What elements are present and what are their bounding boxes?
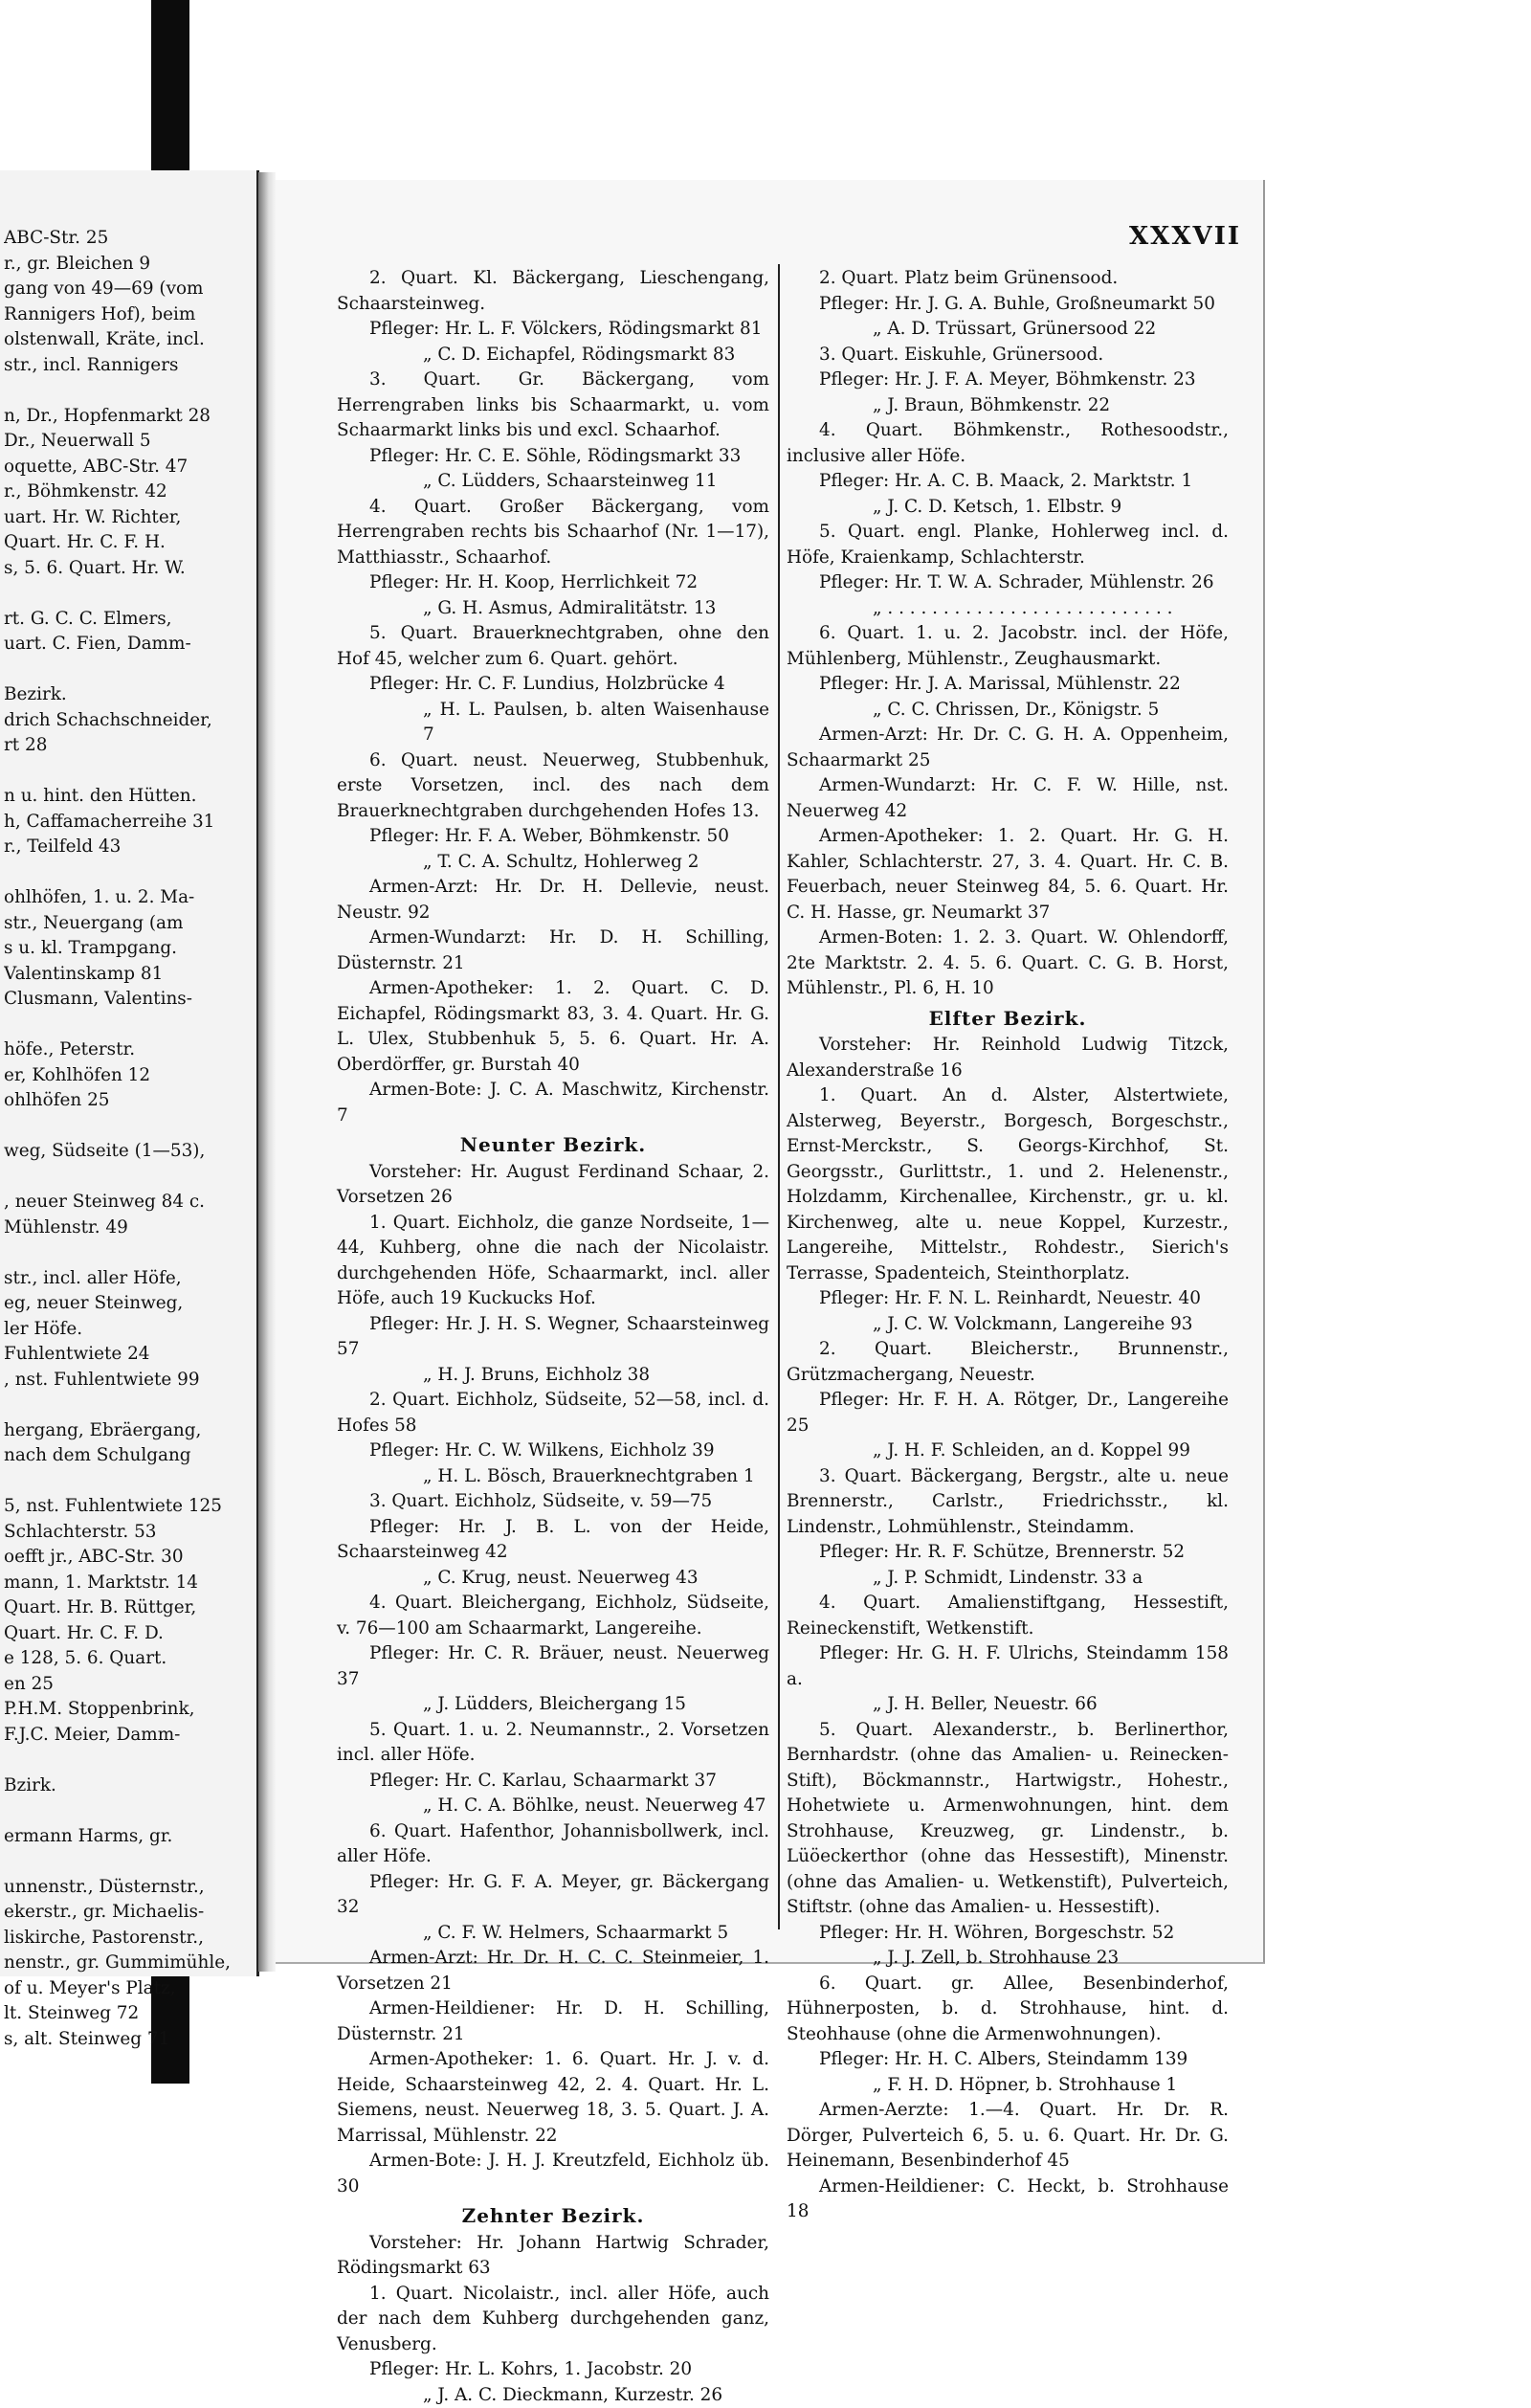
directory-entry: 5. Quart. 1. u. 2. Neumannstr., 2. Vorsetzen incl. aller Höfe. (337, 1718, 769, 1769)
directory-entry-continued: „ H. J. Bruns, Eichholz 38 (337, 1363, 769, 1389)
directory-entry-continued: „ C. Krug, neust. Neuerweg 43 (337, 1566, 769, 1592)
directory-entry: 1. Quart. An d. Alster, Alstertwiete, Alsterweg, Beyerstr., Borgesch, Borgeschstr., Ernst-Merckstr., S. Georgs-Kirchhof, St. Georgsstr., Gurlittstr., 1. und 2. Helenenstr., Holzdamm, Kirchenallee, Kirchenstr., gr. u. kl. Kirchenweg, alte u. neue Koppel, Kurzestr., Langereihe, Mittelstr., Rohdestr., Sierich's Terrasse, Spadenteich, Steinthorplatz. (787, 1083, 1229, 1286)
left-page-line: h, Caffamacherreihe 31 (4, 810, 255, 836)
directory-entry-continued: „ J. C. W. Volckmann, Langereihe 93 (787, 1312, 1229, 1338)
directory-entry: Pfleger: Hr. H. Wöhren, Borgeschstr. 52 (787, 1921, 1229, 1947)
directory-entry: 2. Quart. Platz beim Grünensood. (787, 266, 1229, 292)
directory-entry-continued: „ G. H. Asmus, Admiralitätstr. 13 (337, 596, 769, 622)
left-page-line: str., incl. Rannigers (4, 353, 255, 379)
left-page-line: Bzirk. (4, 1773, 255, 1799)
directory-entry: Armen-Wundarzt: Hr. D. H. Schilling, Düsternstr. 21 (337, 925, 769, 976)
left-page-line: , nst. Fuhlentwiete 99 (4, 1368, 255, 1394)
left-page-line: Valentinskamp 81 (4, 962, 255, 988)
directory-entry: Armen-Heildiener: Hr. D. H. Schilling, Düsternstr. 21 (337, 1996, 769, 2047)
directory-entry: Pfleger: Hr. C. R. Bräuer, neust. Neuerweg 37 (337, 1641, 769, 1692)
directory-entry: 2. Quart. Bleicherstr., Brunnenstr., Grützmachergang, Neuestr. (787, 1337, 1229, 1388)
left-page-line: olstenwall, Kräte, incl. (4, 327, 255, 353)
directory-entry: 2. Quart. Kl. Bäckergang, Lieschengang, Schaarsteinweg. (337, 266, 769, 317)
directory-entry: Armen-Aerzte: 1.—4. Quart. Hr. Dr. R. Dörger, Pulverteich 6, 5. u. 6. Quart. Hr. Dr. G. Heinemann, Besenbinderhof 45 (787, 2098, 1229, 2174)
left-page-line (4, 581, 255, 607)
left-page-line: s u. kl. Trampgang. (4, 936, 255, 962)
directory-entry: 4. Quart. Bleichergang, Eichholz, Südseite, v. 76—100 am Schaarmarkt, Langereihe. (337, 1591, 769, 1641)
left-page-line: Quart. Hr. B. Rüttger, (4, 1595, 255, 1621)
directory-entry: 2. Quart. Eichholz, Südseite, 52—58, incl. d. Hofes 58 (337, 1388, 769, 1438)
directory-entry: Pfleger: Hr. J. A. Marissal, Mühlenstr. 22 (787, 672, 1229, 698)
left-page-line: Mühlenstr. 49 (4, 1215, 255, 1241)
directory-entry-continued: „ C. Lüdders, Schaarsteinweg 11 (337, 469, 769, 495)
left-page-line: nenstr., gr. Gummimühle, (4, 1951, 255, 1976)
left-page-line (4, 860, 255, 886)
left-page-line: gang von 49—69 (vom (4, 277, 255, 302)
left-page-line: liskirche, Pastorenstr., (4, 1926, 255, 1951)
directory-entry: 3. Quart. Gr. Bäckergang, vom Herrengraben links bis Schaarmarkt, u. vom Schaarmarkt links bis und excl. Schaarhof. (337, 368, 769, 444)
left-page-line: n u. hint. den Hütten. (4, 784, 255, 810)
left-page-line (4, 658, 255, 683)
directory-entry: Armen-Bote: J. C. A. Maschwitz, Kirchenstr. 7 (337, 1078, 769, 1128)
column-a (337, 266, 769, 2408)
left-page-line (4, 759, 255, 785)
left-page-line: lt. Steinweg 72 (4, 2001, 255, 2027)
left-page-line: ABC-Str. 25 (4, 226, 255, 252)
directory-entry: Armen-Arzt: Hr. Dr. H. Dellevie, neust. Neustr. 92 (337, 875, 769, 925)
directory-entry: Pfleger: Hr. F. N. L. Reinhardt, Neuestr. 40 (787, 1286, 1229, 1312)
directory-entry: Pfleger: Hr. J. G. A. Buhle, Großneumarkt 50 (787, 292, 1229, 318)
directory-entry: Armen-Wundarzt: Hr. C. F. W. Hille, nst. Neuerweg 42 (787, 773, 1229, 824)
district-heading: Neunter Bezirk. (337, 1132, 769, 1158)
district-heading: Elfter Bezirk. (787, 1006, 1229, 1032)
left-page-text (4, 226, 255, 2052)
directory-entry: 5. Quart. Alexanderstr., b. Berlinerthor, Bernhardstr. (ohne das Amalien- u. Reinecken-Stift), Böckmannstr., Hartwigstr., Hohestr., Hohetwiete u. Armenwohnungen, hint. dem Strohhause, Kreuzweg, gr. Lindenstr., b. Lüöeckerthor (ohne das Hessestift), Minenstr. (ohne das Amalien- u. Wetkenstift), Pulverteich, Stiftstr. (ohne das Amalien- u. Hessestift). (787, 1718, 1229, 1921)
directory-entry: 6. Quart. neust. Neuerweg, Stubbenhuk, erste Vorsetzen, incl. des nach dem Brauerknechtgraben durchgehenden Hofes 13. (337, 748, 769, 825)
left-page-line: mann, 1. Marktstr. 14 (4, 1571, 255, 1596)
left-page-line: höfe., Peterstr. (4, 1037, 255, 1063)
left-page-line: rt. G. C. C. Elmers, (4, 607, 255, 633)
left-page-line (4, 1165, 255, 1191)
directory-entry-continued: „ C. F. W. Helmers, Schaarmarkt 5 (337, 1921, 769, 1947)
left-page-line (4, 1849, 255, 1875)
directory-entry-continued: „ J. C. D. Ketsch, 1. Elbstr. 9 (787, 495, 1229, 521)
directory-entry: Pfleger: Hr. H. C. Albers, Steindamm 139 (787, 2047, 1229, 2073)
left-page-line: unnenstr., Düsternstr., (4, 1875, 255, 1901)
left-page-line: Quart. Hr. C. F. D. (4, 1621, 255, 1647)
directory-entry: 3. Quart. Bäckergang, Bergstr., alte u. neue Brennerstr., Carlstr., Friedrichsstr., kl. Lindenstr., Lohmühlenstr., Steindamm. (787, 1464, 1229, 1541)
directory-entry: Armen-Bote: J. H. J. Kreutzfeld, Eichholz üb. 30 (337, 2149, 769, 2199)
directory-entry: Pfleger: Hr. G. H. F. Ulrichs, Steindamm 158 a. (787, 1641, 1229, 1692)
directory-entry-continued: „ J. Braun, Böhmkenstr. 22 (787, 393, 1229, 419)
page-number: XXXVII (1129, 222, 1241, 251)
directory-entry-continued: „ J. Lüdders, Bleichergang 15 (337, 1692, 769, 1718)
directory-entry-continued: „ J. A. C. Dieckmann, Kurzestr. 26 (337, 2383, 769, 2408)
left-page-line: s, 5. 6. Quart. Hr. W. (4, 556, 255, 582)
left-page-line: eg, neuer Steinweg, (4, 1291, 255, 1317)
directory-entry-continued: „ H. L. Paulsen, b. alten Waisenhause 7 (337, 698, 769, 748)
left-page-line: oefft jr., ABC-Str. 30 (4, 1545, 255, 1571)
directory-entry: Pfleger: Hr. F. A. Weber, Böhmkenstr. 50 (337, 824, 769, 850)
left-page-line (4, 1748, 255, 1773)
directory-entry: 4. Quart. Böhmkenstr., Rothesoodstr., inclusive aller Höfe. (787, 418, 1229, 469)
directory-entry: Pfleger: Hr. C. Karlau, Schaarmarkt 37 (337, 1769, 769, 1795)
left-page-line: ekerstr., gr. Michaelis- (4, 1900, 255, 1926)
column-b (787, 266, 1229, 2225)
left-page-line: Fuhlentwiete 24 (4, 1342, 255, 1368)
directory-entry: Pfleger: Hr. G. F. A. Meyer, gr. Bäckergang 32 (337, 1870, 769, 1921)
left-page-line: F.J.C. Meier, Damm- (4, 1723, 255, 1749)
directory-entry: Pfleger: Hr. J. H. S. Wegner, Schaarsteinweg 57 (337, 1312, 769, 1363)
directory-entry: 6. Quart. Hafenthor, Johannisbollwerk, incl. aller Höfe. (337, 1819, 769, 1870)
directory-entry-continued: „ H. C. A. Böhlke, neust. Neuerweg 47 (337, 1794, 769, 1819)
directory-entry-continued: „ C. D. Eichapfel, Rödingsmarkt 83 (337, 343, 769, 368)
directory-entry-continued: „ . . . . . . . . . . . . . . . . . . . . . . . . . . (787, 596, 1229, 622)
left-page-line: r., Teilfeld 43 (4, 835, 255, 860)
left-page-line: r., gr. Bleichen 9 (4, 252, 255, 278)
left-page-line: Rannigers Hof), beim (4, 302, 255, 328)
directory-entry: Armen-Arzt: Hr. Dr. C. G. H. A. Oppenheim, Schaarmarkt 25 (787, 723, 1229, 773)
directory-entry: Armen-Heildiener: C. Heckt, b. Strohhause 18 (787, 2174, 1229, 2225)
left-page-line (4, 1013, 255, 1038)
column-divider (778, 264, 780, 1929)
directory-entry-continued: „ C. C. Chrissen, Dr., Königstr. 5 (787, 698, 1229, 724)
left-page-line: drich Schachschneider, (4, 708, 255, 734)
left-page-line: , neuer Steinweg 84 c. (4, 1190, 255, 1215)
directory-entry-continued: „ J. H. F. Schleiden, an d. Koppel 99 (787, 1438, 1229, 1464)
left-page-line: oquette, ABC-Str. 47 (4, 455, 255, 480)
left-page-line: uart. C. Fien, Damm- (4, 632, 255, 658)
directory-entry-continued: „ H. L. Bösch, Brauerknechtgraben 1 (337, 1464, 769, 1490)
left-page-line (4, 1240, 255, 1266)
left-page-line: ler Höfe. (4, 1317, 255, 1343)
directory-entry: 5. Quart. Brauerknechtgraben, ohne den Hof 45, welcher zum 6. Quart. gehört. (337, 621, 769, 672)
directory-entry: Pfleger: Hr. C. W. Wilkens, Eichholz 39 (337, 1438, 769, 1464)
left-page-line: Quart. Hr. C. F. H. (4, 530, 255, 556)
left-page-line: str., Neuergang (am (4, 911, 255, 937)
directory-entry-continued: „ T. C. A. Schultz, Hohlerweg 2 (337, 850, 769, 876)
left-page-line: en 25 (4, 1672, 255, 1698)
directory-entry: Armen-Boten: 1. 2. 3. Quart. W. Ohlendorff, 2te Marktstr. 2. 4. 5. 6. Quart. C. G. B. Horst, Mühlenstr., Pl. 6, H. 10 (787, 925, 1229, 1002)
left-page-line: er, Kohlhöfen 12 (4, 1063, 255, 1089)
directory-entry: 6. Quart. gr. Allee, Besenbinderhof, Hühnerposten, b. d. Strohhause, hint. d. Steohhause (ohne die Armenwohnungen). (787, 1972, 1229, 2048)
left-page-line: ermann Harms, gr. (4, 1824, 255, 1850)
left-page-line (4, 1393, 255, 1418)
directory-entry: 4. Quart. Großer Bäckergang, vom Herrengraben rechts bis Schaarhof (Nr. 1—17), Matthiasstr., Schaarhof. (337, 495, 769, 571)
left-page-line: ohlhöfen, 1. u. 2. Ma- (4, 885, 255, 911)
directory-entry: Armen-Apotheker: 1. 2. Quart. C. D. Eichapfel, Rödingsmarkt 83, 3. 4. Quart. Hr. G. L. Ulex, Stubbenhuk 5, 5. 6. Quart. Hr. A. Oberdörffer, gr. Burstah 40 (337, 976, 769, 1078)
directory-entry: Pfleger: Hr. A. C. B. Maack, 2. Marktstr. 1 (787, 469, 1229, 495)
directory-entry: Pfleger: Hr. L. F. Völckers, Rödingsmarkt 81 (337, 317, 769, 343)
directory-entry: Armen-Arzt: Hr. Dr. H. C. C. Steinmeier, 1. Vorsetzen 21 (337, 1946, 769, 1996)
left-page-line: Bezirk. (4, 682, 255, 708)
left-page-line: ohlhöfen 25 (4, 1088, 255, 1114)
directory-entry: Vorsteher: Hr. August Ferdinand Schaar, 2. Vorsetzen 26 (337, 1160, 769, 1211)
left-page-line (4, 1798, 255, 1824)
directory-entry-continued: „ J. P. Schmidt, Lindenstr. 33 a (787, 1566, 1229, 1592)
directory-entry-continued: „ J. H. Beller, Neuestr. 66 (787, 1692, 1229, 1718)
directory-entry: Pfleger: Hr. C. F. Lundius, Holzbrücke 4 (337, 672, 769, 698)
directory-entry: Armen-Apotheker: 1. 6. Quart. Hr. J. v. d. Heide, Schaarsteinweg 42, 2. 4. Quart. Hr. L. Siemens, neust. Neuerweg 18, 3. 5. Quart. J. A. Marrissal, Mühlenstr. 22 (337, 2047, 769, 2149)
page-gutter (258, 172, 276, 1972)
directory-entry-continued: „ A. D. Trüssart, Grünersood 22 (787, 317, 1229, 343)
directory-entry: Vorsteher: Hr. Reinhold Ludwig Titzck, Alexanderstraße 16 (787, 1033, 1229, 1083)
left-page-line: str., incl. aller Höfe, (4, 1266, 255, 1292)
directory-entry: Pfleger: Hr. T. W. A. Schrader, Mühlenstr. 26 (787, 570, 1229, 596)
directory-entry: Pfleger: Hr. R. F. Schütze, Brennerstr. 52 (787, 1540, 1229, 1566)
directory-entry: Armen-Apotheker: 1. 2. Quart. Hr. G. H. Kahler, Schlachterstr. 27, 3. 4. Quart. Hr. C. B. Feuerbach, neuer Steinweg 84, 5. 6. Quart. Hr. C. H. Hasse, gr. Neumarkt 37 (787, 824, 1229, 925)
left-page-line: Clusmann, Valentins- (4, 987, 255, 1013)
district-heading: Zehnter Bezirk. (337, 2203, 769, 2229)
left-page-line (4, 378, 255, 404)
directory-entry-continued: „ F. H. D. Höpner, b. Strohhause 1 (787, 2073, 1229, 2099)
directory-entry: Vorsteher: Hr. Johann Hartwig Schrader, Rödingsmarkt 63 (337, 2231, 769, 2282)
left-page-line: r., Böhmkenstr. 42 (4, 479, 255, 505)
directory-entry: 1. Quart. Eichholz, die ganze Nordseite, 1—44, Kuhberg, ohne die nach der Nicolaistr. durchgehenden Höfe, Schaarmarkt, incl. aller Höfe, auch 19 Kuckucks Hof. (337, 1211, 769, 1312)
left-page-line: s, alt. Steinweg 71 (4, 2027, 255, 2053)
left-page-line: 5, nst. Fuhlentwiete 125 (4, 1494, 255, 1520)
directory-entry: 3. Quart. Eiskuhle, Grünersood. (787, 343, 1229, 368)
directory-entry: Pfleger: Hr. F. H. A. Rötger, Dr., Langereihe 25 (787, 1388, 1229, 1438)
left-page-line: e 128, 5. 6. Quart. (4, 1646, 255, 1672)
left-page-line: n, Dr., Hopfenmarkt 28 (4, 404, 255, 430)
left-page-line: Schlachterstr. 53 (4, 1520, 255, 1546)
left-page-line: uart. Hr. W. Richter, (4, 505, 255, 531)
directory-entry: 4. Quart. Amalienstiftgang, Hessestift, Reineckenstift, Wetkenstift. (787, 1591, 1229, 1641)
left-page-line (4, 1469, 255, 1495)
directory-entry: 5. Quart. engl. Planke, Hohlerweg incl. d. Höfe, Kraienkamp, Schlachterstr. (787, 520, 1229, 570)
left-page-line: nach dem Schulgang (4, 1443, 255, 1469)
directory-entry: Pfleger: Hr. L. Kohrs, 1. Jacobstr. 20 (337, 2357, 769, 2383)
directory-entry: Pfleger: Hr. J. F. A. Meyer, Böhmkenstr. 23 (787, 368, 1229, 393)
left-page-line (4, 1114, 255, 1140)
directory-entry: 1. Quart. Nicolaistr., incl. aller Höfe, auch der nach dem Kuhberg durchgehenden ganz, Venusberg. (337, 2282, 769, 2358)
left-page-line: rt 28 (4, 733, 255, 759)
left-page-line: hergang, Ebräergang, (4, 1418, 255, 1444)
left-page-line: Dr., Neuerwall 5 (4, 429, 255, 455)
directory-entry-continued: „ J. J. Zell, b. Strohhause 23 (787, 1946, 1229, 1972)
directory-entry: Pfleger: Hr. H. Koop, Herrlichkeit 72 (337, 570, 769, 596)
directory-entry: 6. Quart. 1. u. 2. Jacobstr. incl. der Höfe, Mühlenberg, Mühlenstr., Zeughausmarkt. (787, 621, 1229, 672)
left-page-line: P.H.M. Stoppenbrink, (4, 1697, 255, 1723)
left-page-line: of u. Meyer's Platz, (4, 1976, 255, 2002)
directory-entry: Pfleger: Hr. J. B. L. von der Heide, Schaarsteinweg 42 (337, 1515, 769, 1566)
directory-entry: 3. Quart. Eichholz, Südseite, v. 59—75 (337, 1489, 769, 1515)
left-page-line: weg, Südseite (1—53), (4, 1139, 255, 1165)
directory-entry: Pfleger: Hr. C. E. Söhle, Rödingsmarkt 33 (337, 444, 769, 470)
